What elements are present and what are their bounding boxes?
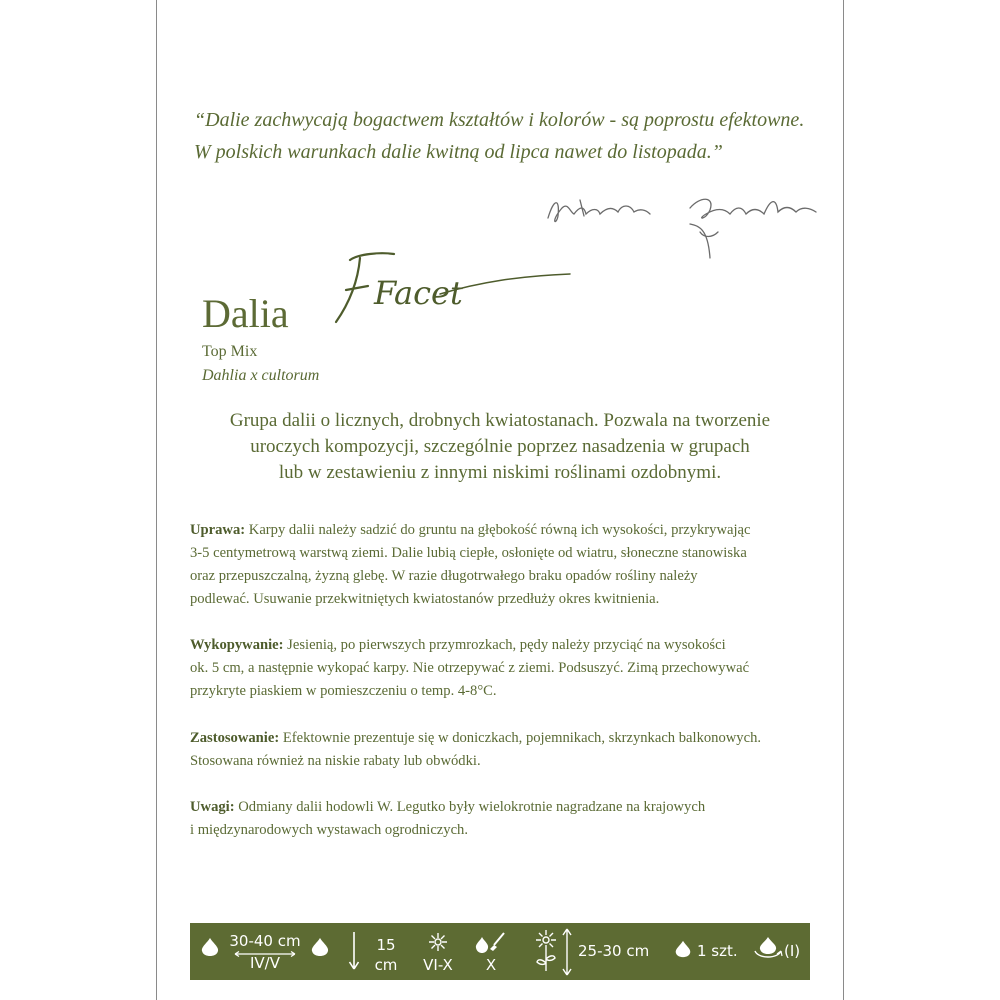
section-text: i międzynarodowych wystawach ogrodniczych. (190, 822, 469, 838)
section-uprawa (190, 519, 840, 611)
section-text: Stosowana również na niskie rabaty lub obwódki. (190, 753, 481, 769)
quote-line-1: “Dalie zachwycają bogactwem kształtów i kolorów - są poprostu efektowne. (194, 109, 805, 131)
intro-line-2: uroczych kompozycji, szczególnie poprzez nasadzenia w grupach (250, 436, 750, 457)
intro-text (180, 408, 820, 486)
quote (194, 104, 834, 168)
intro-line-3: lub w zestawieniu z innymi niskimi roślinami ozdobnymi. (278, 462, 722, 483)
section-text: podlewać. Usuwanie przekwitniętych kwiatostanów przedłuży okres kwitnienia. (190, 591, 660, 607)
quantity: 1 szt. (697, 942, 738, 960)
section-label: Uprawa: (190, 522, 246, 538)
depth-arrow-icon (348, 931, 360, 971)
section-text: Karpy dalii należy sadzić do gruntu na głębokość równą ich wysokości, przykrywając (245, 522, 751, 538)
latin-name: Dahlia x cultorum (202, 367, 320, 384)
plant-height: 25-30 cm (578, 942, 650, 960)
planting-time: IV/V (250, 954, 280, 972)
section-uwagi (190, 796, 840, 842)
tuber-icon (200, 937, 220, 957)
section-text: 3-5 centymetrową warstwą ziemi. Dalie lubią ciepłe, osłonięte od wiatru, słoneczne stanowiska (190, 545, 747, 561)
tuber-icon (310, 937, 330, 957)
section-wykopywanie (190, 634, 840, 703)
tuber-icon (674, 940, 692, 958)
section-text: oraz przepuszczalną, żyzną glebę. W razie długotrwałego braku opadów rośliny należy (190, 568, 698, 584)
variety-script-title (320, 246, 580, 330)
section-text: ok. 5 cm, a następnie wykopać karpy. Nie otrzepywać z ziemi. Podsuszyć. Zimą przechowywać (190, 660, 750, 676)
quote-line-2: W polskich warunkach dalie kwitną od lipca nawet do listopada.” (194, 141, 723, 163)
section-text: Efektownie prezentuje się w doniczkach, pojemnikach, skrzynkach balkonowych. (279, 730, 762, 746)
section-text: Odmiany dalii hodowli W. Legutko były wielokrotnie nagradzane na krajowych (234, 799, 706, 815)
tuber-shovel-icon (474, 931, 506, 955)
info-footer (190, 923, 810, 980)
section-label: Zastosowanie: (190, 730, 280, 746)
section-label: Uwagi: (190, 799, 235, 815)
section-label: Wykopywanie: (190, 637, 284, 653)
intro-line-1: Grupa dalii o licznych, drobnych kwiatostanach. Pozwala na tworzenie (229, 410, 771, 431)
depth-unit: cm (374, 956, 398, 974)
size-class: (I) (784, 942, 801, 960)
product-subtitle: Top Mix (202, 343, 258, 360)
height-arrow-icon (562, 928, 572, 976)
tuber-size-icon (752, 935, 784, 961)
planting-distance: 30-40 cm (229, 932, 301, 950)
digging-time: X (485, 956, 497, 974)
section-zastosowanie (190, 727, 840, 773)
svg-text:Facet: Facet (374, 274, 463, 312)
flowering-time: VI-X (423, 956, 453, 974)
flower-plant-icon (534, 929, 558, 973)
section-text: Jesienią, po pierwszych przymrozkach, pędy należy przyciąć na wysokości (283, 637, 726, 653)
section-text: przykryte piaskiem w pomieszczeniu o temp. 4-8°C. (190, 683, 497, 699)
signature (540, 178, 830, 268)
product-name: Dalia (202, 291, 289, 336)
depth-value: 15 (376, 936, 396, 954)
flower-icon (428, 932, 448, 952)
